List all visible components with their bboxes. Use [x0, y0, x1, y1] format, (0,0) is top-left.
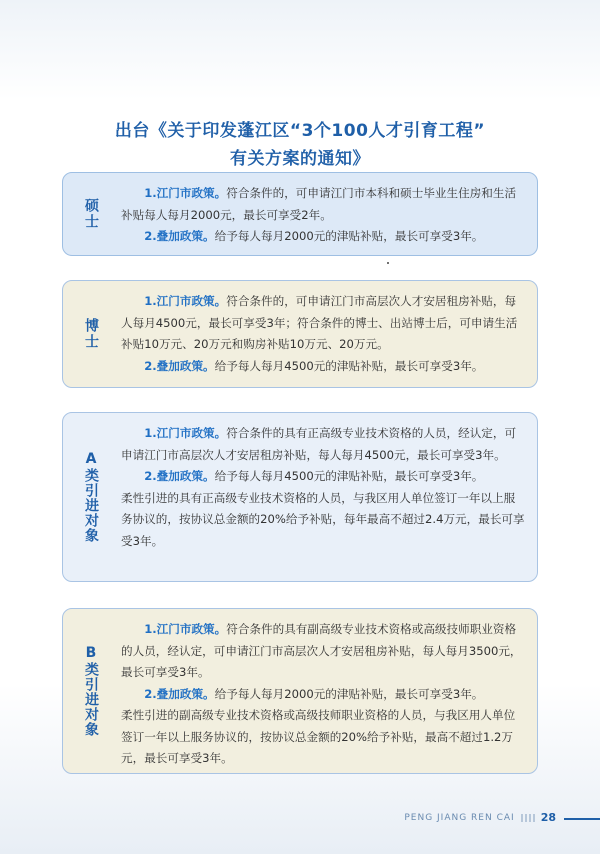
card-label: 博士 [83, 318, 99, 350]
policy-lead: 1.江门市政策。 [144, 294, 227, 308]
card-doctor [62, 280, 538, 388]
policy-paragraph [121, 226, 525, 248]
card-label: 硕士 [83, 198, 99, 230]
policy-lead: 2.叠加政策。 [144, 358, 215, 373]
card-body [121, 183, 525, 248]
policy-paragraph [121, 466, 525, 488]
footer-bars-decoration [521, 814, 535, 822]
policy-lead: 1.江门市政策。 [144, 186, 227, 200]
policy-text: 符合条件的具有副高级专业技术资格或高级技师职业资格的人员，经认定，可申请江门市高层次人才安居租房补贴，每人每月3500元，最长可享受3年。 [121, 622, 522, 679]
policy-lead: 2.叠加政策。 [144, 686, 215, 701]
policy-paragraph [121, 356, 525, 378]
page-title-line1: 出台《关于印发蓬江区“3个100人才引育工程” [114, 121, 486, 141]
policy-text: 符合条件的，可申请江门市本科和硕士毕业生住房和生活补贴每人每月2000元，最长可享受2年。 [121, 186, 517, 222]
policy-text: 符合条件的，可申请江门市高层次人才安居租房补贴，每人每月4500元，最长可享受3年；符合条件的博士、出站博士后，可申请生活补贴10万元、20万元和购房补贴10万元、20万元。 [121, 294, 518, 351]
page-top-gradient [0, 0, 600, 100]
card-label: B类引进对象 [83, 645, 99, 737]
policy-lead: 2.叠加政策。 [144, 469, 215, 483]
policy-text: 柔性引进的副高级专业技术资格或高级技师职业资格的人员，与我区用人单位签订一年以上服务协议的，按协议总金额的20%给予补贴，最高不超过1.2万元，最长可享受3年。 [121, 708, 516, 765]
policy-paragraph [121, 423, 525, 466]
card-class-b [62, 608, 538, 774]
card-master [62, 172, 538, 256]
page-title-line2: 有关方案的通知》 [230, 149, 370, 169]
policy-paragraph [121, 488, 525, 553]
footer-brand-text: PENG JIANG REN CAI [404, 812, 515, 823]
page-footer [404, 811, 556, 824]
policy-paragraph [121, 619, 525, 684]
card-label: A类引进对象 [83, 451, 99, 543]
card-body [121, 423, 525, 552]
policy-paragraph [121, 183, 525, 226]
policy-lead: 1.江门市政策。 [144, 426, 227, 440]
card-body [121, 619, 525, 770]
page-number: 28 [540, 811, 556, 824]
policy-paragraph [121, 291, 525, 356]
policy-paragraph [121, 705, 525, 770]
policy-text: 给予每人每月2000元的津贴补贴，最长可享受3年。 [214, 229, 484, 243]
stray-dot [387, 262, 389, 264]
policy-lead: 2.叠加政策。 [144, 229, 215, 243]
card-body [121, 291, 525, 377]
policy-lead: 1.江门市政策。 [144, 622, 227, 636]
policy-text: 给予每人每月4500元的津贴补贴，最长可享受3年。 [214, 469, 484, 483]
policy-text: 柔性引进的具有正高级专业技术资格的人员，与我区用人单位签订一年以上服务协议的，按协议总金额的20%给予补贴，每年最高不超过2.4万元，最长可享受3年。 [121, 490, 525, 548]
policy-text: 给予每人每月4500元的津贴补贴，最长可享受3年。 [214, 358, 484, 373]
footer-accent-line [564, 818, 600, 820]
card-class-a [62, 412, 538, 582]
policy-paragraph [121, 684, 525, 706]
policy-text: 符合条件的具有正高级专业技术资格的人员，经认定，可申请江门市高层次人才安居租房补贴，每人每月4500元，最长可享受3年。 [121, 426, 517, 462]
policy-text: 给予每人每月2000元的津贴补贴，最长可享受3年。 [214, 686, 484, 701]
